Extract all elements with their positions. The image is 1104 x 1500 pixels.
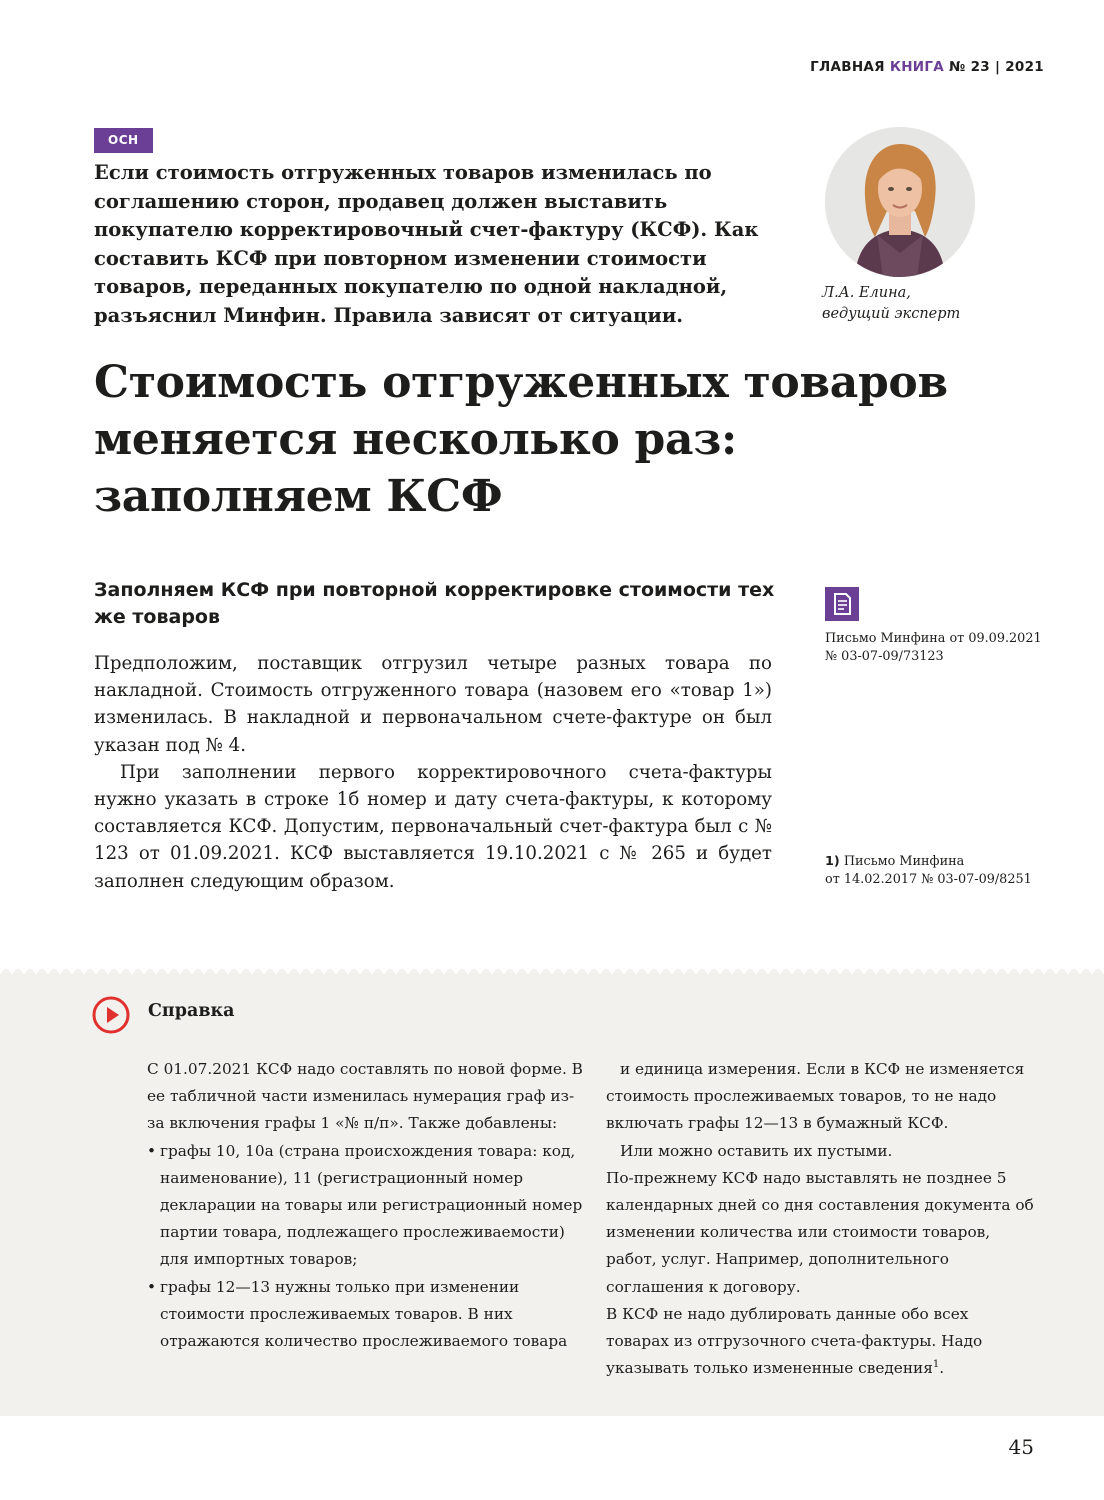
magazine-name: ГЛАВНАЯ [810,59,885,75]
reference-paragraph: По-прежнему КСФ надо выставлять не позднее 5 календарных дней со дня составления документа об изменении количества или стоимости товаров, работ, услуг. Например, дополнительного соглашения к договору. [606,1168,1034,1296]
author-role: ведущий эксперт [822,306,961,322]
footnote [825,853,1085,889]
footnote-line: Письмо Минфина [843,854,965,869]
reference-paragraph [606,1301,1036,1383]
author-name: Л.А. Елина, [822,285,911,301]
rubric-tag: ОСН [94,128,153,153]
footnote-ref: 1 [932,1359,940,1371]
reference-text: В КСФ не надо дублировать данные обо всех товарах из отгрузочного счета-фактуры. Надо указывать только измененные сведения [606,1304,983,1378]
body-paragraph: Предположим, поставщик отгрузил четыре разных товара по накладной. Стоимость отгруженного товара (назовем его «товар 1») изменилась. В накладной и первоначальном счете-фактуре он был указан под № 4. [94,653,772,756]
footnote-number: 1) [825,854,840,869]
section-subheading: Заполняем КСФ при повторной корректировке стоимости тех же товаров [94,579,775,628]
footnote-line: от 14.02.2017 № 03-07-09/8251 [825,872,1032,887]
author-photo [825,127,975,277]
title-line: Стоимость отгруженных товаров [94,357,948,408]
reference-column-left [147,1056,587,1355]
title-line: меняется несколько раз: [94,414,737,465]
running-header [810,59,1044,75]
list-item: • графы 12—13 нужны только при изменении стоимости прослеживаемых товаров. В них отражаются количество прослеживаемого товара [147,1274,587,1356]
reference-text-end: . [939,1359,945,1378]
side-note [825,630,1065,666]
reference-column-right [606,1056,1036,1382]
side-note-line: № 03-07-09/73123 [825,649,944,664]
list-item: • графы 10, 10а (страна происхождения товара: код, наименование), 11 (регистрационный номер декларации на товары или регистрационный номер партии товара, подлежащего прослеживаемости) для импортных товаров; [147,1138,587,1274]
article-body [94,650,772,895]
issue-number: № 23 | 2021 [949,59,1044,75]
author-caption [822,283,960,325]
magazine-name-accent: КНИГА [889,59,945,75]
lead-paragraph: Если стоимость отгруженных товаров изменилась по соглашению сторон, продавец должен выставить покупателю корректировочный счет-фактуру (КСФ). Как составить КСФ при повторном изменении стоимости товаров, переданных покупателю по одной накладной, разъяснил Минфин. Правила зависят от ситуации. [94,161,759,327]
reference-title: Справка [148,1001,235,1021]
article-title [94,354,1054,525]
play-icon [92,996,130,1034]
page-number: 45 [1008,1435,1034,1459]
document-icon [825,587,859,621]
reference-list [147,1138,587,1356]
title-line: заполняем КСФ [94,471,503,522]
body-paragraph: При заполнении первого корректировочного счета-фактуры нужно указать в строке 1б номер и дату счета-фактуры, к которому составляется КСФ. Допустим, первоначальный счет-фактура был с № 123 от 01.09.2021. КСФ выставляется 19.10.2021 с № 265 и будет заполнен следующим образом. [94,761,772,892]
reference-paragraph: С 01.07.2021 КСФ надо составлять по новой форме. В ее табличной части изменилась нумерация граф из-за включения графы 1 «№ п/п». Также добавлены: [147,1060,583,1133]
reference-paragraph: Или можно оставить их пустыми. [620,1141,893,1160]
author-portrait-icon [825,127,975,277]
reference-paragraph: и единица измерения. Если в КСФ не изменяется стоимость прослеживаемых товаров, то не надо включать графы 12—13 в бумажный КСФ. [606,1060,1025,1133]
side-note-line: Письмо Минфина от 09.09.2021 [825,631,1042,646]
